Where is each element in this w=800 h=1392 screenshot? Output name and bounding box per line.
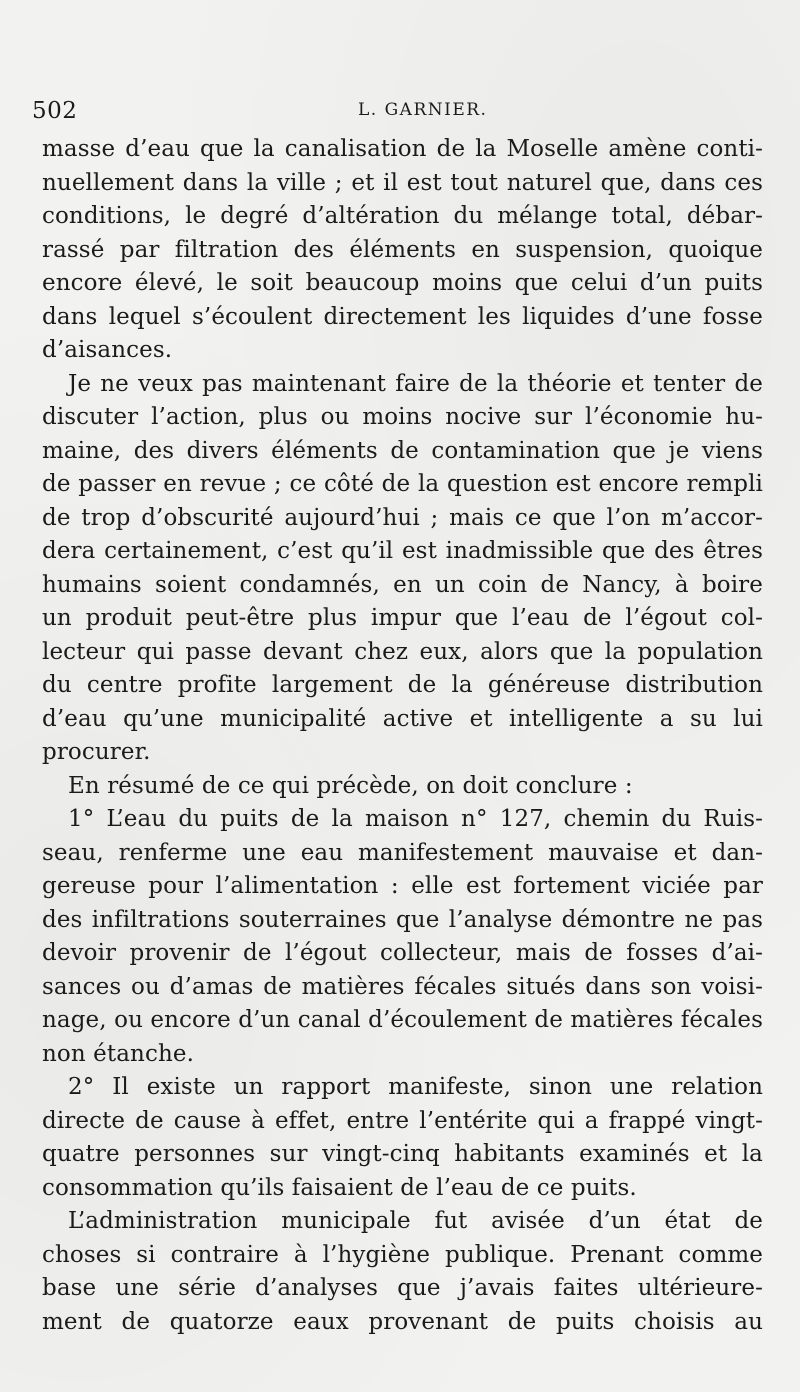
text-line: de passer en revue ; ce côté de la question est encore rempli xyxy=(42,471,763,497)
text-line: gereuse pour l’alimentation : elle est fortement viciée par xyxy=(42,873,763,899)
page-number: 502 xyxy=(32,98,78,124)
text-line: consommation qu’ils faisaient de l’eau de ce puits. xyxy=(42,1174,637,1201)
text-line: procurer. xyxy=(42,739,151,765)
text-line: lecteur qui passe devant chez eux, alors que la population xyxy=(42,638,763,665)
text-line: En résumé de ce qui précède, on doit conclure : xyxy=(68,772,633,799)
text-line: devoir provenir de l’égout collecteur, mais de fosses d’ai- xyxy=(42,940,763,966)
text-line: de trop d’obscurité aujourd’hui ; mais ce que l’on m’accor- xyxy=(42,504,763,531)
text-line: 1° L’eau du puits de la maison n° 127, chemin du Ruis- xyxy=(68,806,763,832)
text-line: base une série d’analyses que j’avais faites ultérieure- xyxy=(42,1275,763,1301)
text-line: un produit peut-être plus impur que l’eau de l’égout col- xyxy=(42,605,763,631)
text-line: encore élevé, le soit beaucoup moins que celui d’un puits xyxy=(42,270,763,296)
text-line: L’administration municipale fut avisée d’un état de xyxy=(68,1208,763,1234)
text-line: dans lequel s’écoulent directement les liquides d’une fosse xyxy=(42,303,763,330)
text-line: conditions, le degré d’altération du mélange total, débar- xyxy=(42,203,763,229)
text-line: non étanche. xyxy=(42,1040,194,1067)
text-line: d’eau qu’une municipalité active et intelligente a su lui xyxy=(42,705,763,732)
text-line: d’aisances. xyxy=(42,337,173,363)
text-line: masse d’eau que la canalisation de la Moselle amène conti- xyxy=(42,136,763,162)
text-line: discuter l’action, plus ou moins nocive sur l’économie hu- xyxy=(42,404,763,430)
text-line: ment de quatorze eaux provenant de puits choisis au xyxy=(42,1308,763,1335)
text-line: nage, ou encore d’un canal d’écoulement de matières fécales xyxy=(42,1007,763,1033)
text-line: des infiltrations souterraines que l’analyse démontre ne pas xyxy=(42,906,763,933)
text-line: choses si contraire à l’hygiène publique. Prenant comme xyxy=(42,1241,763,1268)
text-line: rassé par filtration des éléments en suspension, quoique xyxy=(42,236,763,263)
text-line: du centre profite largement de la généreuse distribution xyxy=(42,672,763,698)
running-head: L. GARNIER. xyxy=(358,100,488,120)
text-line: directe de cause à effet, entre l’entérite qui a frappé vingt- xyxy=(42,1107,763,1134)
text-line: quatre personnes sur vingt-cinq habitants examinés et la xyxy=(42,1141,763,1167)
text-line: maine, des divers éléments de contamination que je viens xyxy=(42,437,763,464)
text-line: seau, renferme une eau manifestement mauvaise et dan- xyxy=(42,839,763,866)
text-line: nuellement dans la ville ; et il est tout naturel que, dans ces xyxy=(42,169,763,196)
text-line: Je ne veux pas maintenant faire de la théorie et tenter de xyxy=(68,370,763,397)
text-line: dera certainement, c’est qu’il est inadmissible que des êtres xyxy=(42,538,763,564)
text-line: humains soient condamnés, en un coin de Nancy, à boire xyxy=(42,571,763,598)
body-text xyxy=(42,133,763,1339)
page-header xyxy=(32,98,762,130)
text-line: sances ou d’amas de matières fécales situés dans son voisi- xyxy=(42,973,763,1000)
text-line: 2° Il existe un rapport manifeste, sinon une relation xyxy=(68,1074,763,1100)
